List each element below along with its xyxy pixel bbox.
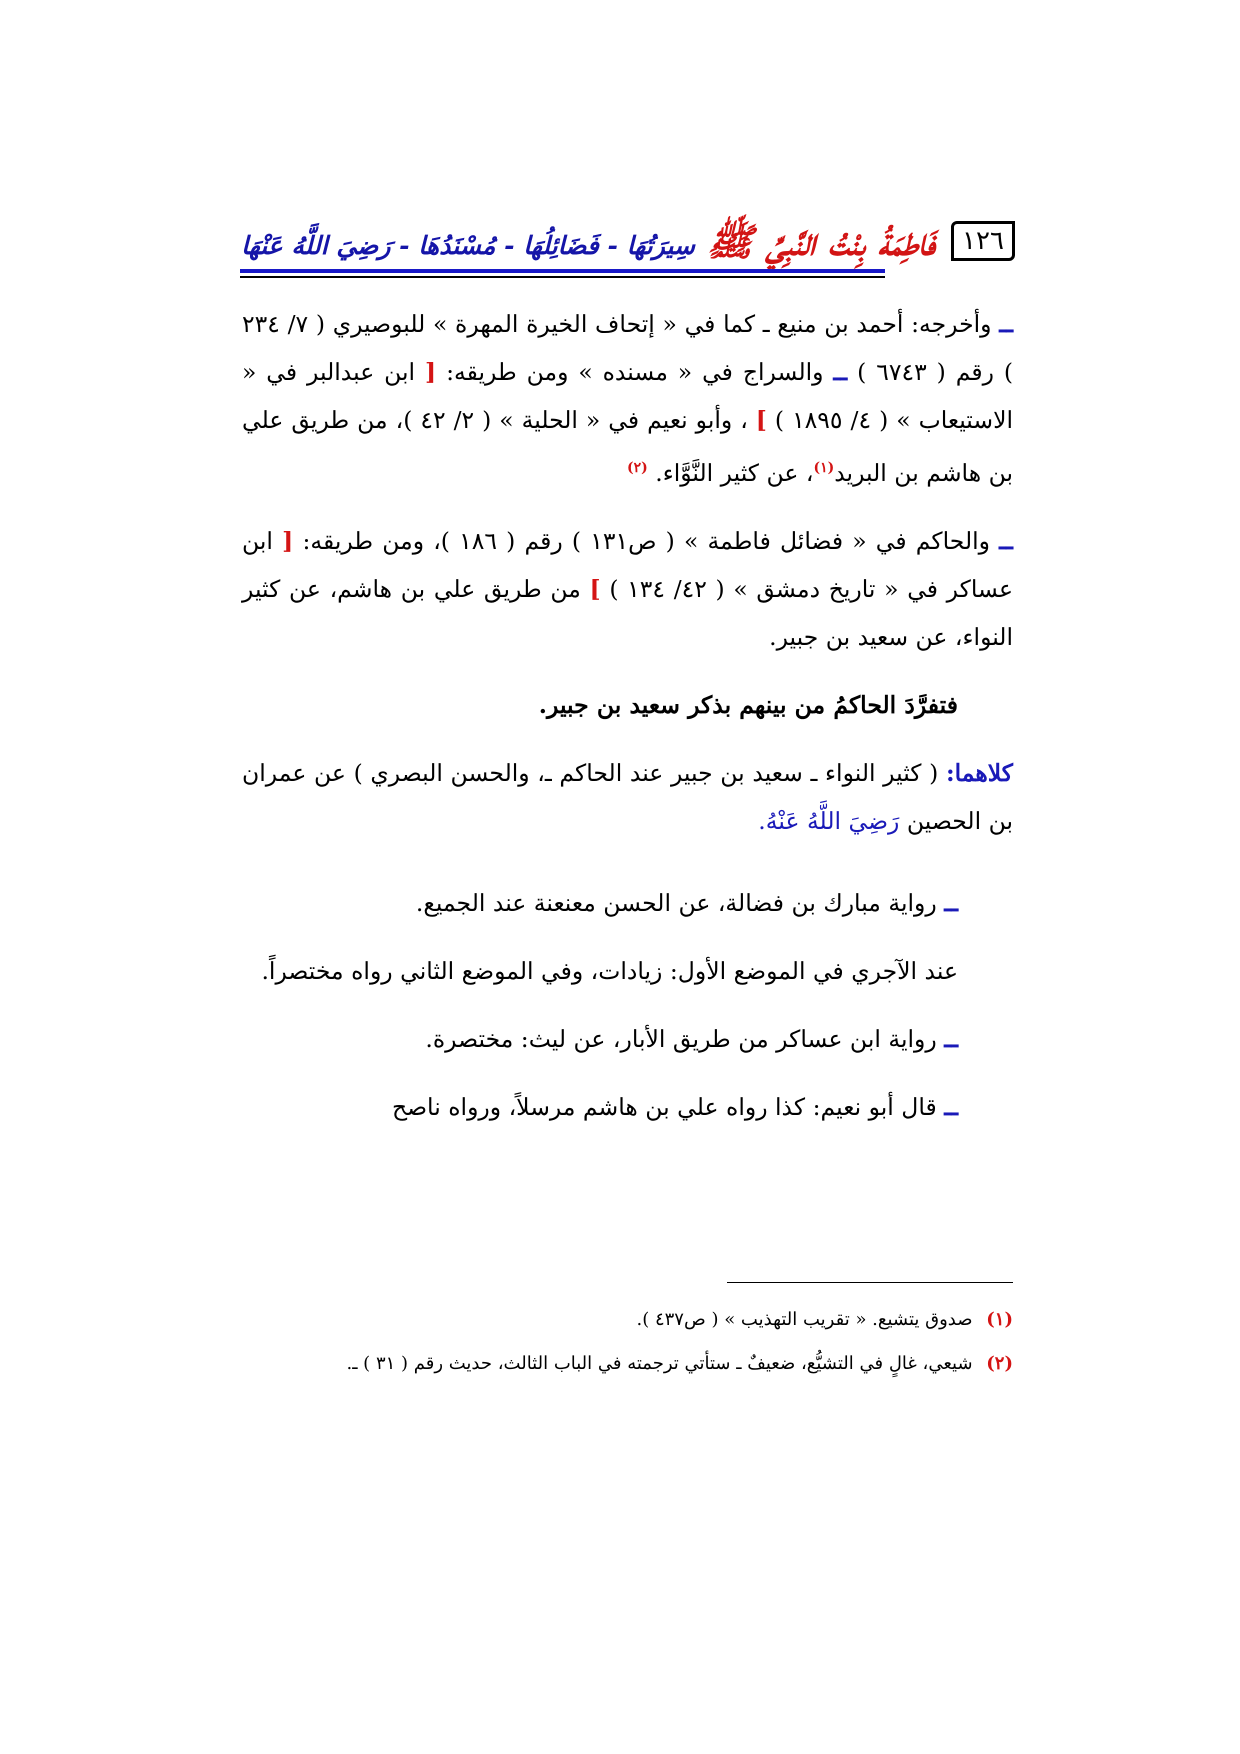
honorific: رَضِيَ اللَّهُ عَنْهُ. (758, 806, 900, 835)
dash-marker: ــ (999, 310, 1013, 338)
page-number: ١٢٦ (951, 221, 1015, 261)
text-span: كذا رواه علي بن هاشم مرسلاً، ورواه ناصح (391, 1092, 806, 1121)
text-span: ، وأبو نعيم في « الحلية » ( ٢/ ٤٢ )، من طريق علي بن هاشم بن البريد (242, 406, 1013, 487)
label-both: كلاهما: (945, 758, 1013, 787)
text-span: ابن عساكر في « تاريخ دمشق » ( ٤٢/ ١٣٤ ) (242, 526, 1013, 603)
text-span: وأخرجه: أحمد بن منيع ـ كما في « إتحاف الخيرة المهرة » للبوصيري ( ٧/ ٢٣٤ ) رقم ( ٦٧٤٣ ) (242, 310, 1014, 386)
footnote-number: (٢) (986, 1353, 1013, 1374)
text-span: والسراج في « مسنده » ومن طريقه: (446, 358, 824, 386)
footnote-text: شيعي، غالٍ في التشيُّع، ضعيفٌ ـ ستأتي ترجمته في الباب الثالث، حديث رقم ( ٣١ ) ـ. (346, 1353, 973, 1374)
footnote-2 (242, 1342, 1013, 1386)
label-abu-nuaym: قال أبو نعيم: (812, 1092, 937, 1121)
paragraph-1 (242, 300, 1013, 497)
running-title (241, 205, 935, 264)
paragraph-2 (242, 517, 1013, 661)
footnote-ref-1[interactable]: (١) (813, 460, 835, 476)
paragraph-7 (242, 1015, 1013, 1063)
text-span: والحاكم في « فضائل فاطمة » ( ص١٣١ ) رقم ( ١٨٦ )، ومن طريقه: (302, 526, 990, 555)
page-header (240, 205, 1015, 280)
footnote-separator (727, 1282, 1013, 1283)
dash-marker: ــ (833, 358, 848, 386)
book-title: فَاطِمَةُ بِنْتُ النَّبِيِّ ﷺ (707, 219, 935, 264)
footnotes (242, 1298, 1013, 1386)
text-span: من طريق علي بن هاشم، عن كثير النواء، عن سعيد بن جبير. (242, 574, 1013, 651)
paragraph-4 (242, 749, 1013, 845)
paragraph-3: فتفرَّدَ الحاكمُ من بينهم بذكر سعيد بن جبير. (538, 690, 958, 719)
bracket-open: [ (282, 526, 294, 555)
paragraph-5 (242, 879, 1013, 927)
text-span: رواية مبارك بن فضالة، عن الحسن معنعنة عند الجميع. (415, 888, 937, 917)
main-text (242, 300, 1013, 1131)
header-rule-black (240, 276, 885, 278)
text-span: ابن عبدالبر في « الاستيعاب » ( ٤/ ١٨٩٥ ) (242, 358, 1014, 434)
bracket-close: ] (755, 406, 767, 434)
header-rule-blue (240, 269, 885, 273)
text-span: رواية ابن عساكر من طريق الأبار، عن ليث: مختصرة. (425, 1024, 937, 1053)
bracket-close: ] (589, 574, 601, 603)
dash-marker: ــ (999, 526, 1013, 555)
footnote-number: (١) (986, 1309, 1013, 1330)
text-span: ، عن كثير النَّوَّاء. (655, 458, 814, 487)
text-span: ( كثير النواء ـ سعيد بن جبير عند الحاكم ـ، والحسن البصري ) عن عمران بن الحصين (242, 758, 1013, 835)
bracket-open: [ (425, 358, 437, 386)
paragraph-8 (242, 1083, 1013, 1131)
footnote-ref-2[interactable]: (٢) (626, 460, 648, 476)
book-subtitle: سِيرَتُهَا - فَضَائِلُهَا - مُسْنَدُهَا - رَضِيَ اللَّهُ عَنْهَا (241, 231, 695, 260)
dash-marker: ــ (944, 1092, 958, 1121)
dash-marker: ــ (944, 888, 958, 917)
paragraph-6: عند الآجري في الموضع الأول: زيادات، وفي الموضع الثاني رواه مختصراً. (261, 956, 958, 985)
footnote-text: صدوق يتشيع. « تقريب التهذيب » ( ص٤٣٧ ). (636, 1309, 973, 1330)
dash-marker: ــ (944, 1024, 958, 1053)
footnote-1 (242, 1298, 1013, 1342)
